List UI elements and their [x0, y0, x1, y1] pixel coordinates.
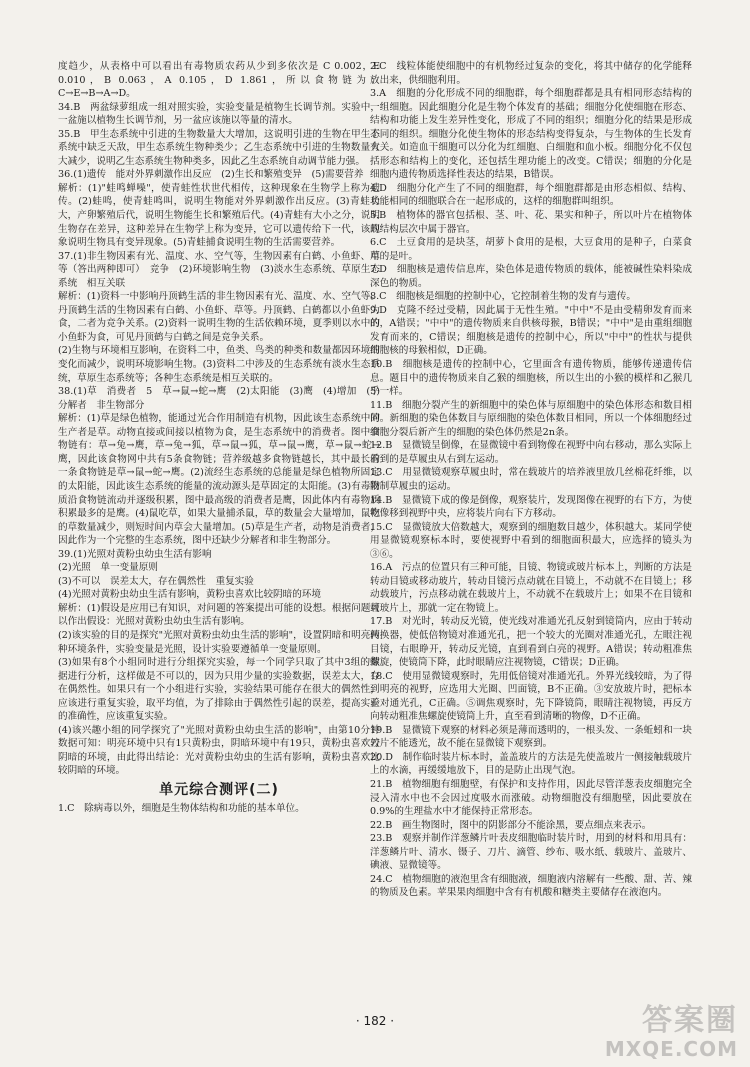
answer-paragraph: 22.B 画生物图时，图中的阴影部分不能涂黑，要点细点来表示。 [370, 819, 652, 831]
answer-paragraph: (3)如果有8个小组同时进行分组探究实验，每一个同学只取了其中3组的数据进行分析，这样做是不可以的，因为只用少量的实验数据，误差太大，存在偶然性。如果只有一个小组进行实验，实验结果可能存在很大的偶然性，应该进行重复实验，取平均值，为了排除由于偶然性引起的误差，提高实验的准确性，应该重复实验。 [58, 657, 380, 723]
answer-paragraph: 解析：(1)"蛙鸣蝉噪"，使青蛙性状世代相传，这种现象在生物学上称为遗传。(2)蛙鸣，使青蛙鸣叫，说明生物能对外界刺激作出反应。(3)青蛙长大，产卵繁殖后代，说明生物能生长和繁殖后代。(4)青蛙有大小之分，说明生物存在差异，这种差异在生物学上称为变异，它可以遗传给下一代，该现象说明生物具有变异现象。(5)青蛙捕食说明生物的生活需要营养。 [58, 182, 380, 249]
answer-paragraph: 19.B 显微镜下观察的材料必须是薄而透明的，一根头发、一条蚯蚓和一块刀片不能透光，故不能在显微镜下观察到。 [370, 724, 692, 750]
answer-paragraph: 3.A 细胞的分化形成不同的细胞群，每个细胞群都是具有相同形态结构的一组细胞。因此细胞分化是生物个体发育的基础；细胞分化使细胞在形态、结构和功能上发生差异性变化，形成了不同的组织；细胞分化的结果是形成不同的组织。细胞分化使生物体的形态结构变得复杂，与生物体的生长发育有关。如造血干细胞可以分化为红细胞、白细胞和血小板。细胞分化不仅包括形态和结构上的变化，还包括生理功能上的改变。C错误；细胞的分化是细胞内遗传物质选择性表达的结果，B错误。 [370, 88, 692, 181]
answer-paragraph: 35.B 甲生态系统中引进的生物数量大大增加，这说明引进的生物在甲生态系统中缺乏天敌，甲生态系统生物种类少；乙生态系统中引进的生物数量大大减少，说明乙生态系统生物种类多，因此乙生态系统自动调节能力强。 [58, 128, 380, 167]
answer-paragraph: 4.D 细胞分化产生了不同的细胞群，每个细胞群都是由形态相似、结构、功能相同的细胞联合在一起形成的，这样的细胞群叫组织。 [370, 182, 692, 208]
answer-paragraph: 7.D 细胞核是遗传信息库，染色体是遗传物质的载体，能被碱性染料染成深色的物质。 [370, 264, 692, 289]
answer-paragraph: 18.C 使用显微镜观察时，先用低倍镜对准通光孔。外界光线较暗，为了得到明亮的视野，应选用大光圈、凹面镜，B不正确。③安放玻片时，把标本正对通光孔，C正确。⑤调焦观察时，先下降镜筒，眼睛注视物镜，再反方向转动粗准焦螺旋使镜筒上升，直至看到清晰的物像，D不正确。 [370, 670, 692, 723]
site-watermark [605, 1005, 738, 1061]
page-number: · 182 · [355, 1014, 395, 1028]
answer-paragraph: 5.B 植物体的器官包括根、茎、叶、花、果实和种子，所以叶片在植物体的结构层次中属于器官。 [370, 210, 692, 235]
answer-paragraph: 1.C 除病毒以外，细胞是生物体结构和功能的基本单位。 [58, 802, 305, 814]
answer-paragraph: 20.D 制作临时装片标本时，盖盖玻片的方法是先使盖玻片一侧接触载玻片上的水滴，再缓缓地放下，目的是防止出现气泡。 [370, 751, 692, 777]
answer-paragraph: 24.C 植物细胞的液泡里含有细胞液，细胞液内溶解有一些酸、甜、苦、辣的物质及色素。苹果果肉细胞中含有有机酸和糖类主要储存在液泡内。 [370, 873, 692, 899]
watermark-url: MXQE.COM [604, 1037, 738, 1061]
answer-paragraph: 38.(1)草 消费者 5 草→鼠→蛇→鹰 (2)太阳能 (3)鹰 (4)增加 (5)分解者 非生物部分 [58, 386, 380, 411]
answer-paragraph: 23.B 观察并制作洋葱鳞片叶表皮细胞临时装片时，用到的材料和用具有：洋葱鳞片叶、清水、镊子、刀片、滴管、纱布、吸水纸、载玻片、盖玻片、碘液、显微镜等。 [370, 833, 692, 872]
answer-paragraph: 17.B 对光时，转动反光镜，使光线对准通光孔反射到镜筒内，应由于转动转换器，使低倍物镜对准通光孔，把一个较大的光圈对准通光孔，左眼注视目镜，右眼睁开，转动反光镜，直到看到白亮的视野。A错误；转动粗准焦螺旋，使镜筒下降，此时眼睛应注视物镜，C错误；D正确。 [370, 616, 692, 669]
answer-paragraph: (2)生物与环境相互影响，在资料二中，鱼类、鸟类的种类和数量都因环境的变化而减少，说明环境影响生物。(3)资料二中涉及的生态系统有淡水生态系统，草原生态系统等；各种生态系统是相互关联的。 [58, 345, 380, 384]
answer-paragraph: 37.(1)非生物因素有光、温度、水、空气等，生物因素有白鹤、小鱼虾、草等（答出两种即可） 竞争 (2)环境影响生物 (3)淡水生态系统、草原生态系统 相互关联 [58, 250, 380, 289]
answer-paragraph: 14.B 显微镜下成的像是倒像，观察装片，发现图像在视野的右下方，为使物像移到视野中央，应将装片向右下方移动。 [370, 494, 692, 520]
answer-paragraph: 11.B 细胞分裂产生的新细胞中的染色体与原细胞中的染色体形态和数目相同。新细胞的染色体数目与原细胞的染色体数目相同，所以一个体细胞经过细胞分裂后新产生的细胞的染色体仍然是2n条。 [370, 399, 692, 438]
answer-paragraph: 13.C 用显微镜观察草履虫时，常在载玻片的培养液里放几丝棉花纤维，以限制草履虫的运动。 [370, 467, 692, 492]
answer-paragraph: 34.B 两盆绿萝组成一组对照实验，实验变量是植物生长调节剂。实验中，一盆施以植物生长调节剂，另一盆应该施以等量的清水。 [58, 101, 380, 127]
answer-paragraph: 解析：(1)资料一中影响丹顶鹤生活的非生物因素有光、温度、水、空气等。丹顶鹤生活的生物因素有白鹤、小鱼虾、草等。丹顶鹤、白鹤都以小鱼虾为食，二者为竞争关系。(2)资料一说明生物的生活依赖环境，夏季则以水中的小鱼虾为食，可见丹顶鹤与白鹤之间是竞争关系。 [58, 291, 380, 343]
answer-paragraph: 15.C 显微镜放大倍数越大，观察到的细胞数目越少，体积越大。某同学使用显微镜观察标本时，要使视野中看到的细胞面积最大，应选择的镜头为③⑥。 [370, 521, 692, 560]
watermark-logo: 答案圈 [642, 1003, 738, 1038]
right-column [370, 60, 692, 900]
answer-paragraph: (2)该实验的目的是探究"光照对黄粉虫幼虫生活的影响"，设置阴暗和明亮两种环境条件，实验变量是光照，设计实验要遵循单一变量原则。 [58, 629, 380, 655]
answer-paragraph: 度趋少，从表格中可以看出有毒物质农药从少到多依次是 C 0.002，E 0.010，B 0.063，A 0.105，D 1.861，所以食物链为：C→E→B→A→D。 [58, 61, 380, 100]
answer-paragraph: 10.B 细胞核是遗传的控制中心，它里面含有遗传物质，能够传递遗传信息。题目中的遗传物质来自乙猴的细胞核，所以生出的小猴的模样和乙猴几乎一样。 [370, 359, 692, 398]
answer-paragraph: (4)该兴趣小组的同学探究了"光照对黄粉虫幼虫生活的影响"，由第10分钟数据可知：明亮环境中只有1只黄粉虫，阴暗环境中有19只，黄粉虫喜欢较阴暗的环境，由此得出结论：光对黄粉虫幼虫的生活有影响，黄粉虫喜欢比较阴暗的环境。 [58, 724, 380, 777]
answer-paragraph: 解析：(1)草是绿色植物，能通过光合作用制造有机物，因此该生态系统中的生产者是草。动物直接或间接以植物为食，是生态系统中的消费者。图中食物链有：草→兔→鹰，草→兔→狐，草→鼠→狐，草→鼠→鹰，草→鼠→蛇→鹰，因此该食物网中共有5条食物链；营养级越多食物链越长，其中最长的一条食物链是草→鼠→蛇→鹰。(2)流经生态系统的总能量是绿色植物所固定的太阳能，因此该生态系统的能量的流动源头是草固定的太阳能。(3)有毒物质沿食物链流动并逐级积累，图中最高级的消费者是鹰，因此体内有毒物质积累最多的是鹰。(4)鼠吃草，如果大量捕杀鼠，草的数量会大量增加，鼠吃的草数量减少，则短时间内草会大量增加。(5)草是生产者，动物是消费者，因此作为一个完整的生态系统，图中还缺少分解者和非生物部分。 [58, 413, 380, 547]
answer-paragraph: 21.B 植物细胞有细胞壁，有保护和支持作用，因此尽管洋葱表皮细胞完全浸入清水中也不会因过度吸水而涨破。动物细胞没有细胞壁，因此要放在0.9%的生理盐水中才能保持正常形态。 [370, 778, 692, 818]
answer-paragraph: 解析：(1)假设是应用已有知识，对问题的答案提出可能的设想。根据问题可以作出假设：光照对黄粉虫幼虫生活有影响。 [58, 602, 380, 628]
answer-paragraph: (2)光照 单一变量原则 [58, 562, 158, 574]
answer-paragraph: (3)不可以 误差太大，存在偶然性 重复实验 [58, 575, 254, 587]
answer-paragraph: 16.A 污点的位置只有三种可能，目镜、物镜或玻片标本上，判断的方法是转动目镜或移动玻片，转动目镜污点动就在目镜上，不动就不在目镜上；移动载玻片，污点移动就在载玻片上，不动就不在载玻片上；如果不在目镜和载玻片上，那就一定在物镜上。 [370, 562, 692, 614]
answer-paragraph: 36.(1)遗传 能对外界刺激作出反应 (2)生长和繁殖变异 (5)需要营养 [58, 169, 364, 181]
answer-paragraph: 9.D 克隆不经过受精，因此属于无性生殖。"中中"不是由受精卵发育而来的，A错误；"中中"的遗传物质来自供核母猴，B错误；"中中"是由重组细胞发育而来的，C错误；细胞核是遗传的控制中心，所以"中中"的性状与提供细胞核的母猴相似，D正确。 [370, 304, 692, 357]
section-title: 单元综合测评(二) [159, 781, 279, 798]
answer-paragraph: 6.C 土豆食用的是块茎，胡萝卜食用的是根，大豆食用的是种子，白菜食用的是叶。 [370, 237, 692, 262]
answer-paragraph: (4)光照对黄粉虫幼虫生活有影响，黄粉虫喜欢比较阴暗的环境 [58, 589, 322, 601]
answer-paragraph: 2.C 线粒体能使细胞中的有机物经过复杂的变化，将其中储存的化学能释放出来，供细胞利用。 [370, 61, 692, 86]
answer-paragraph: 8.C 细胞核是细胞的控制中心，它控制着生物的发育与遗传。 [370, 291, 636, 303]
left-column [58, 60, 380, 815]
answer-paragraph: 12.B 显微镜呈倒像，在显微镜中看到物像在视野中向右移动，那么实际上看到的是草履虫从右到左运动。 [370, 440, 692, 465]
answer-paragraph: 39.(1)光照对黄粉虫幼虫生活有影响 [58, 548, 212, 560]
